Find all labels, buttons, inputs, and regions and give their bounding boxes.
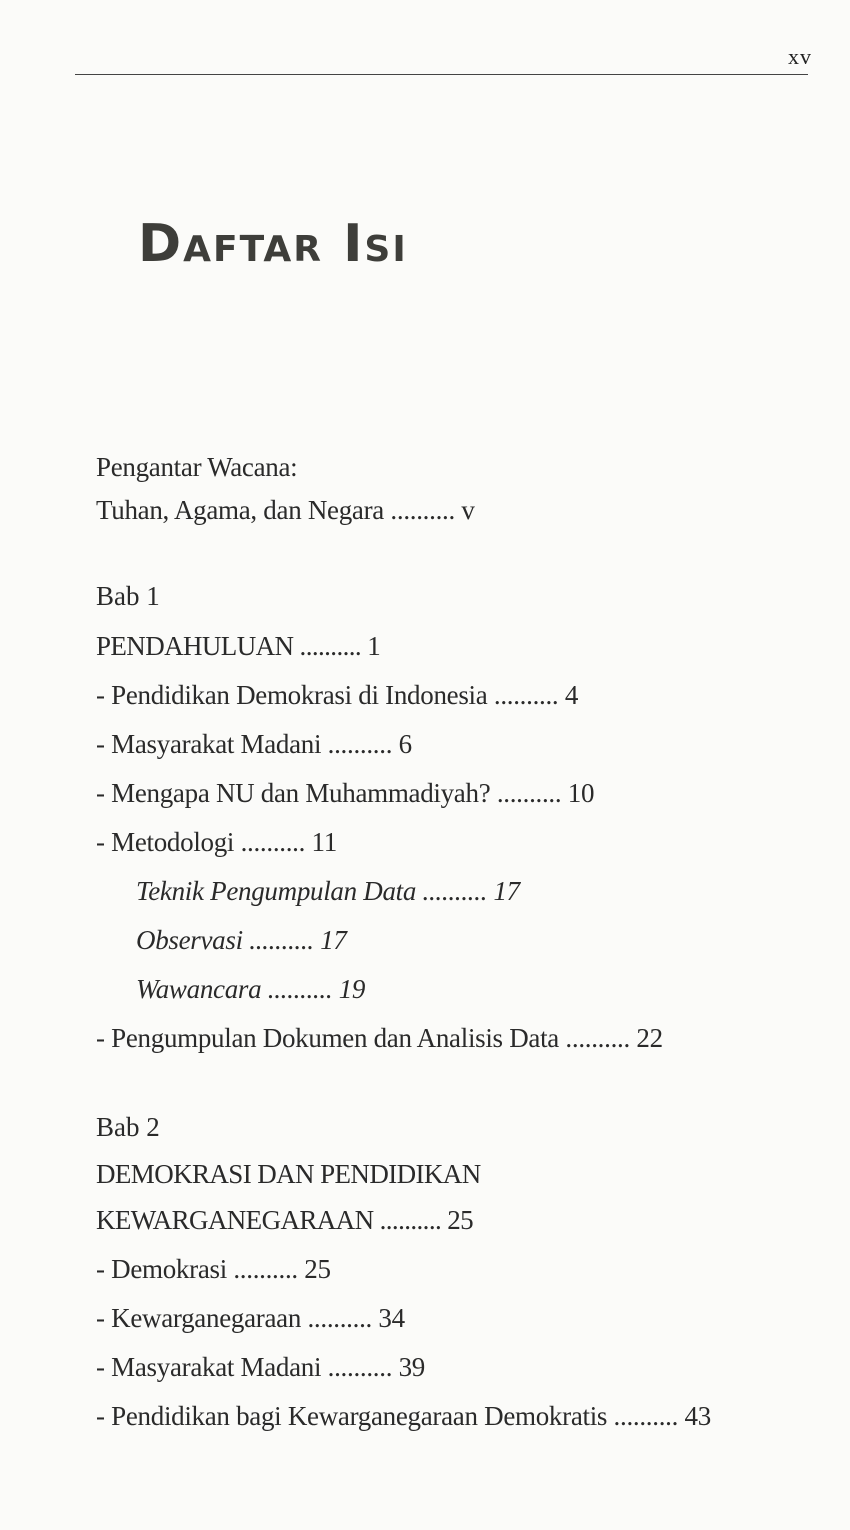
chapter-heading: PENDAHULUAN .......... 1 — [96, 631, 381, 661]
toc-subentry: Teknik Pengumpulan Data .......... 17 — [136, 876, 520, 906]
toc-subentry: Observasi .......... 17 — [136, 925, 347, 955]
toc-entry: - Pendidikan bagi Kewarganegaraan Demokratis .......... 43 — [96, 1401, 711, 1431]
toc-entry: - Mengapa NU dan Muhammadiyah? .......... 10 — [96, 778, 595, 808]
chapter-heading-line-1: DEMOKRASI DAN PENDIDIKAN — [96, 1159, 481, 1189]
chapter-heading-line-2: KEWARGANEGARAAN .......... 25 — [96, 1205, 474, 1235]
toc-subentry: Wawancara .......... 19 — [136, 974, 366, 1004]
toc-entry: - Masyarakat Madani .......... 6 — [96, 729, 412, 759]
toc-entry: - Masyarakat Madani .......... 39 — [96, 1352, 426, 1382]
toc-entry: - Metodologi .......... 11 — [96, 827, 337, 857]
toc-chapter-2 — [96, 1101, 826, 1441]
chapter-label: Bab 2 — [96, 1112, 160, 1142]
toc-chapter-1 — [96, 570, 826, 1063]
toc-preface — [96, 446, 826, 532]
page-number: xv — [788, 44, 812, 69]
toc-preface-line-2: Tuhan, Agama, dan Negara .......... v — [96, 495, 475, 525]
toc-entry: - Demokrasi .......... 25 — [96, 1254, 331, 1284]
header-rule — [75, 74, 808, 75]
toc-preface-line-1: Pengantar Wacana: — [96, 452, 298, 482]
page-title: Daftar Isi — [138, 214, 408, 274]
table-of-contents — [96, 446, 826, 1441]
toc-entry: - Kewarganegaraan .......... 34 — [96, 1303, 405, 1333]
chapter-label: Bab 1 — [96, 581, 160, 611]
toc-entry: - Pengumpulan Dokumen dan Analisis Data .......... 22 — [96, 1023, 663, 1053]
toc-entry: - Pendidikan Demokrasi di Indonesia .......... 4 — [96, 680, 579, 710]
